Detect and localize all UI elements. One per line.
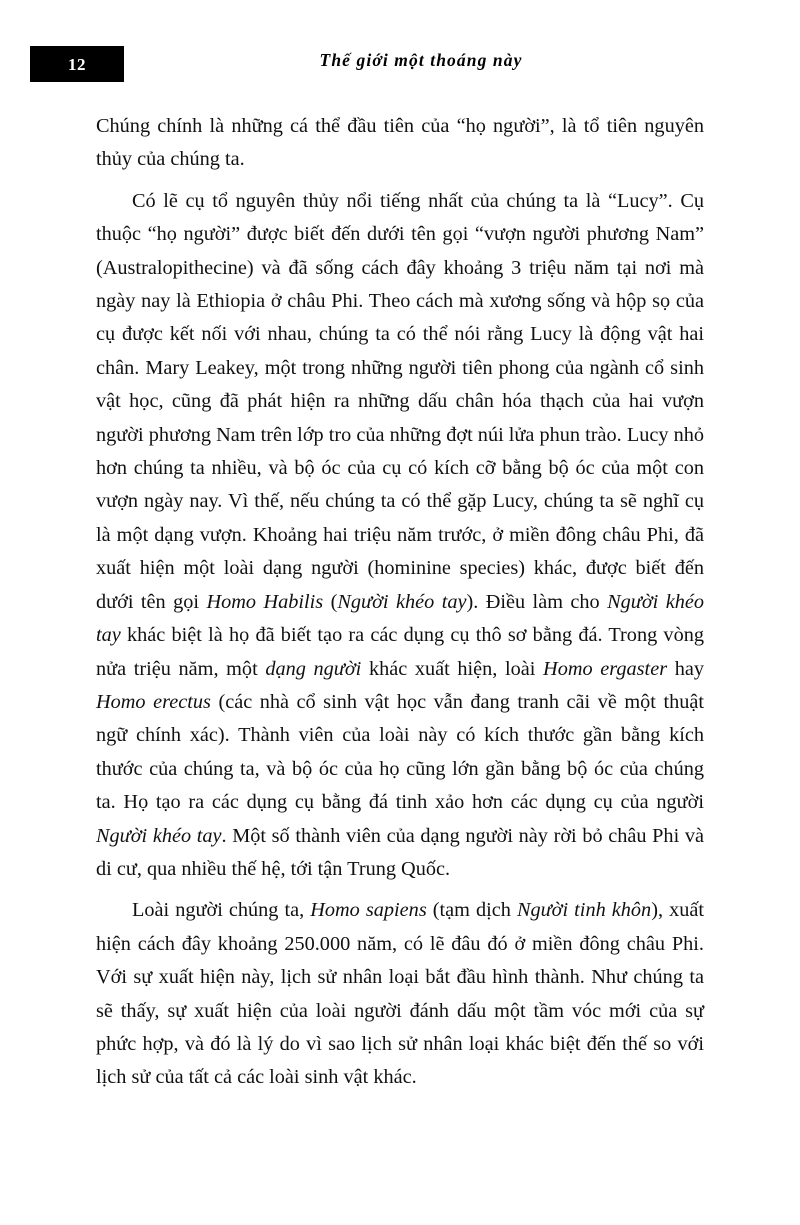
italic-term: Người khéo tay — [96, 590, 705, 647]
text-run: ), xuất hiện cách đây khoảng 250.000 năm, có lẽ đâu đó ở miền đông châu Phi. Với sự xuất hiện này, lịch sử nhân loại bắt đầu hình thành. Như chúng ta sẽ thấy, sự xuất hiện của loài người đánh dấu một tầm vóc mới của sự phức hợp, và đó là lý do vì sao lịch sử nhân loại khác biệt đến thế so với lịch sử của tất cả các loài sinh vật khác. — [96, 899, 704, 1089]
body-text — [96, 110, 704, 1095]
running-title: Thế giới một thoáng này — [319, 50, 523, 70]
text-run: Có lẽ cụ tổ nguyên thủy nổi tiếng nhất của chúng ta là “Lucy”. Cụ thuộc “họ người” được biết đến dưới tên gọi “vượn người phương Nam” (Australopithecine) và đã sống cách đây khoảng 3 triệu năm tại nơi mà ngày nay là Ethiopia ở châu Phi. Theo cách mà xương sống và hộp sọ của cụ được kết nối với nhau, chúng ta có thể nói rằng Lucy là động vật hai chân. Mary Leakey, một trong những người tiên phong của ngành cổ sinh vật học, cũng đã phát hiện ra những dấu chân hóa thạch của hai vượn người phương Nam trên lớp tro của những đợt núi lửa phun trào. Lucy nhỏ hơn chúng ta nhiều, và bộ óc của cụ có kích cỡ bằng bộ óc của một con vượn ngày nay. Vì thế, nếu chúng ta có thể gặp Lucy, chúng ta sẽ nghĩ cụ là một dạng vượn. Khoảng hai triệu năm trước, ở miền đông châu Phi, đã xuất hiện một loài dạng người (hominine species) khác, được biết đến dưới tên gọi — [96, 189, 704, 613]
italic-term: Homo erectus — [96, 690, 211, 713]
text-run: Loài người chúng ta, — [132, 899, 311, 922]
text-run: khác biệt là họ đã biết tạo ra các dụng cụ thô sơ bằng đá. Trong vòng nửa triệu năm, một — [96, 624, 704, 680]
text-run: (các nhà cổ sinh vật học vẫn đang tranh cãi về một thuật ngữ chính xác). Thành viên của loài này có kích thước gần bằng kích thước của chúng ta, và bộ óc của họ cũng lớn gần bằng bộ óc của chúng ta. Họ tạo ra các dụng cụ bằng đá tinh xảo hơn các dụng cụ của người — [96, 690, 704, 814]
italic-term: Người khéo tay — [337, 590, 467, 613]
text-run: (tạm dịch — [426, 899, 517, 922]
italic-term: Homo Habilis — [206, 590, 324, 613]
text-run: ). Điều làm cho — [466, 590, 608, 613]
italic-term: Người khéo tay — [96, 824, 222, 847]
page-number: 12 — [68, 54, 86, 74]
text-run: ( — [323, 590, 338, 613]
text-run: khác xuất hiện, loài — [361, 657, 544, 680]
text-run: hay — [667, 657, 704, 680]
paragraph-2 — [96, 185, 704, 887]
italic-term: Homo sapiens — [310, 899, 427, 922]
running-header — [30, 46, 752, 82]
paragraph-gap — [96, 886, 704, 894]
paragraph-1: Chúng chính là những cá thể đầu tiên của “họ người”, là tổ tiên nguyên thủy của chúng ta. — [96, 115, 704, 171]
paragraph-3 — [96, 894, 704, 1094]
italic-term: dạng người — [265, 657, 362, 680]
italic-term: Người tinh khôn — [516, 899, 652, 922]
text-run: . Một số thành viên của dạng người này rời bỏ châu Phi và di cư, qua nhiều thế hệ, tới tận Trung Quốc. — [96, 824, 704, 880]
italic-term: Homo ergaster — [543, 657, 668, 680]
paragraph-gap — [96, 177, 704, 185]
